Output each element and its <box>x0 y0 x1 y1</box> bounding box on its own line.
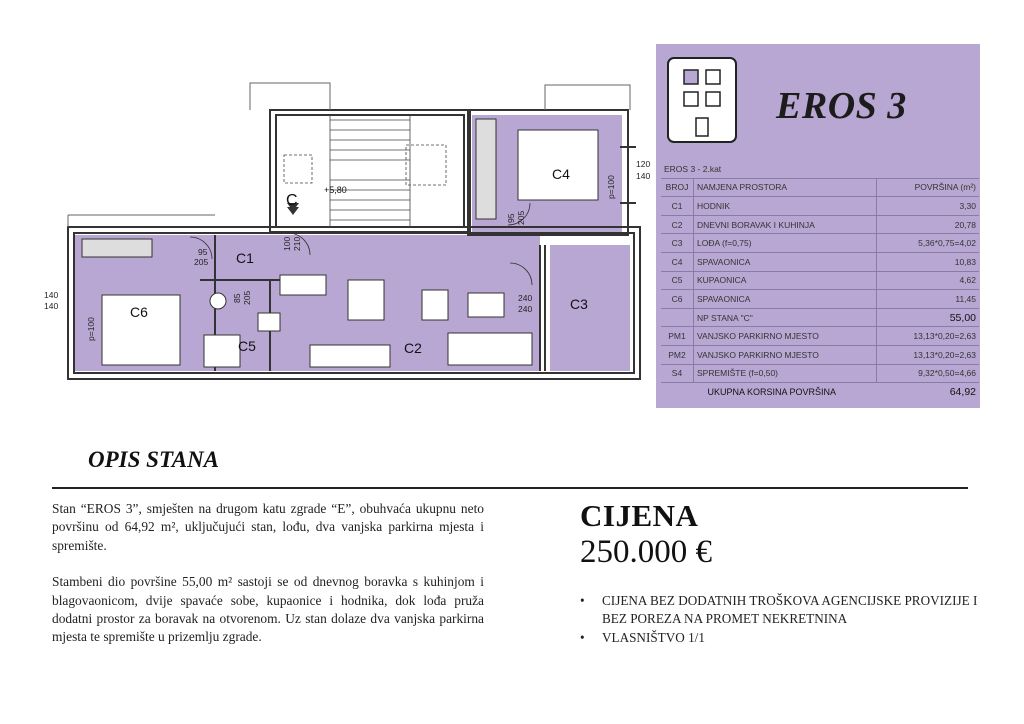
table-row: C4 SPAVAONICA 10,83 <box>661 252 979 271</box>
wardrobe-c6 <box>82 239 152 257</box>
listing-panel <box>656 44 980 408</box>
list-item: • VLASNIŠTVO 1/1 <box>580 629 980 647</box>
label-c2: C2 <box>404 340 422 356</box>
table-row: PM2 VANJSKO PARKIRNO MJESTO 13,13*0,20=2,63 <box>661 345 979 364</box>
table-row: C1 HODNIK 3,30 <box>661 197 979 216</box>
room-c3-fill <box>550 245 630 371</box>
section-title: OPIS STANA <box>88 447 220 472</box>
floor-plan <box>40 75 650 415</box>
toilet <box>210 293 226 309</box>
dim-loggia-h: 240 <box>518 304 533 314</box>
dim-c6-door-h: 205 <box>194 257 209 267</box>
dim-win-left-w: 140 <box>44 290 59 300</box>
dim-c4-door-w: 95 <box>506 213 516 223</box>
table-row: C3 LOĐA (f=0,75) 5,36*0,75=4,02 <box>661 234 979 253</box>
dining-table <box>348 280 384 320</box>
dim-entry-w: 100 <box>282 236 292 251</box>
kitchen-unit <box>310 345 390 367</box>
listing-title: EROS 3 <box>776 85 907 127</box>
divider <box>52 487 968 489</box>
net-area-row: NP STANA "C" 55,00 <box>661 308 979 327</box>
list-item: • CIJENA BEZ DODATNIH TROŠKOVA AGENCIJSKE PROVIZIJE I BEZ POREZA NA PROMET NEKRETNINA <box>580 592 980 629</box>
armchair <box>422 290 448 320</box>
sink <box>258 313 280 331</box>
label-c4: C4 <box>552 166 570 182</box>
table-row: S4 SPREMIŠTE (f=0,50) 9,32*0,50=4,66 <box>661 364 979 383</box>
dim-c6-door-w: 95 <box>198 247 208 257</box>
table-row: C5 KUPAONICA 4,62 <box>661 271 979 290</box>
dim-bath-w: 85 <box>232 293 242 303</box>
dim-c4-door-h: 205 <box>516 210 526 225</box>
dim-entry-h: 210 <box>292 236 302 251</box>
description-text <box>52 500 484 665</box>
label-c1: C1 <box>236 250 254 266</box>
dim-win-left-h: 140 <box>44 301 59 311</box>
description-paragraph: Stambeni dio površine 55,00 m² sastoji se od dnevnog boravka s kuhinjom i blagovaonicom, dvije spavaće sobe, kupaonice i hodnika, dok lođa pruža dodatni prostor za boravak na otvorenom. Uz stan dolaze dva vanjska parkirna mjesta te spremište u prizemlju zgrade. <box>52 574 484 645</box>
col-room: NAMJENA PROSTORA <box>694 178 877 197</box>
sofa <box>448 333 532 365</box>
elevation-label: +5,80 <box>324 185 347 195</box>
table-row: C6 SPAVAONICA 11,45 <box>661 290 979 309</box>
price-notes <box>580 592 980 647</box>
table-row: PM1 VANJSKO PARKIRNO MJESTO 13,13*0,20=2,63 <box>661 327 979 346</box>
kitchen-counter <box>280 275 326 295</box>
description-paragraph: Stan “EROS 3”, smješten na drugom katu zgrade “E”, obuhvaća ukupnu neto površinu od 64,92 m², uključujući stan, lođu, dva vanjska parkirna mjesta i spremište. <box>52 501 484 553</box>
dim-sill-c6: p=100 <box>86 317 96 341</box>
area-table <box>661 160 979 401</box>
dim-loggia-w: 240 <box>518 293 533 303</box>
table-row: C2 DNEVNI BORAVAK I KUHINJA 20,78 <box>661 215 979 234</box>
col-area: POVRŠINA (m²) <box>877 178 980 197</box>
wardrobe-c4 <box>476 119 496 219</box>
price-label: CIJENA <box>580 498 699 533</box>
price-value: 250.000 € <box>580 534 712 570</box>
label-c6: C6 <box>130 304 148 320</box>
dim-win-right-w: 120 <box>636 159 650 169</box>
label-c3: C3 <box>570 296 588 312</box>
col-no: BROJ <box>661 178 694 197</box>
bed-c4 <box>518 130 598 200</box>
label-stair-c: C <box>286 192 298 209</box>
shower <box>204 335 240 367</box>
dim-sill-c4: p=100 <box>606 175 616 199</box>
dim-bath-h: 205 <box>242 290 252 305</box>
label-c5: C5 <box>238 338 256 354</box>
dim-win-right-h: 140 <box>636 171 650 181</box>
total-row: UKUPNA KORSINA POVRŠINA 64,92 <box>707 385 976 398</box>
building-icon <box>666 56 738 144</box>
coffee-table <box>468 293 504 317</box>
table-caption: EROS 3 - 2.kat <box>661 160 979 178</box>
